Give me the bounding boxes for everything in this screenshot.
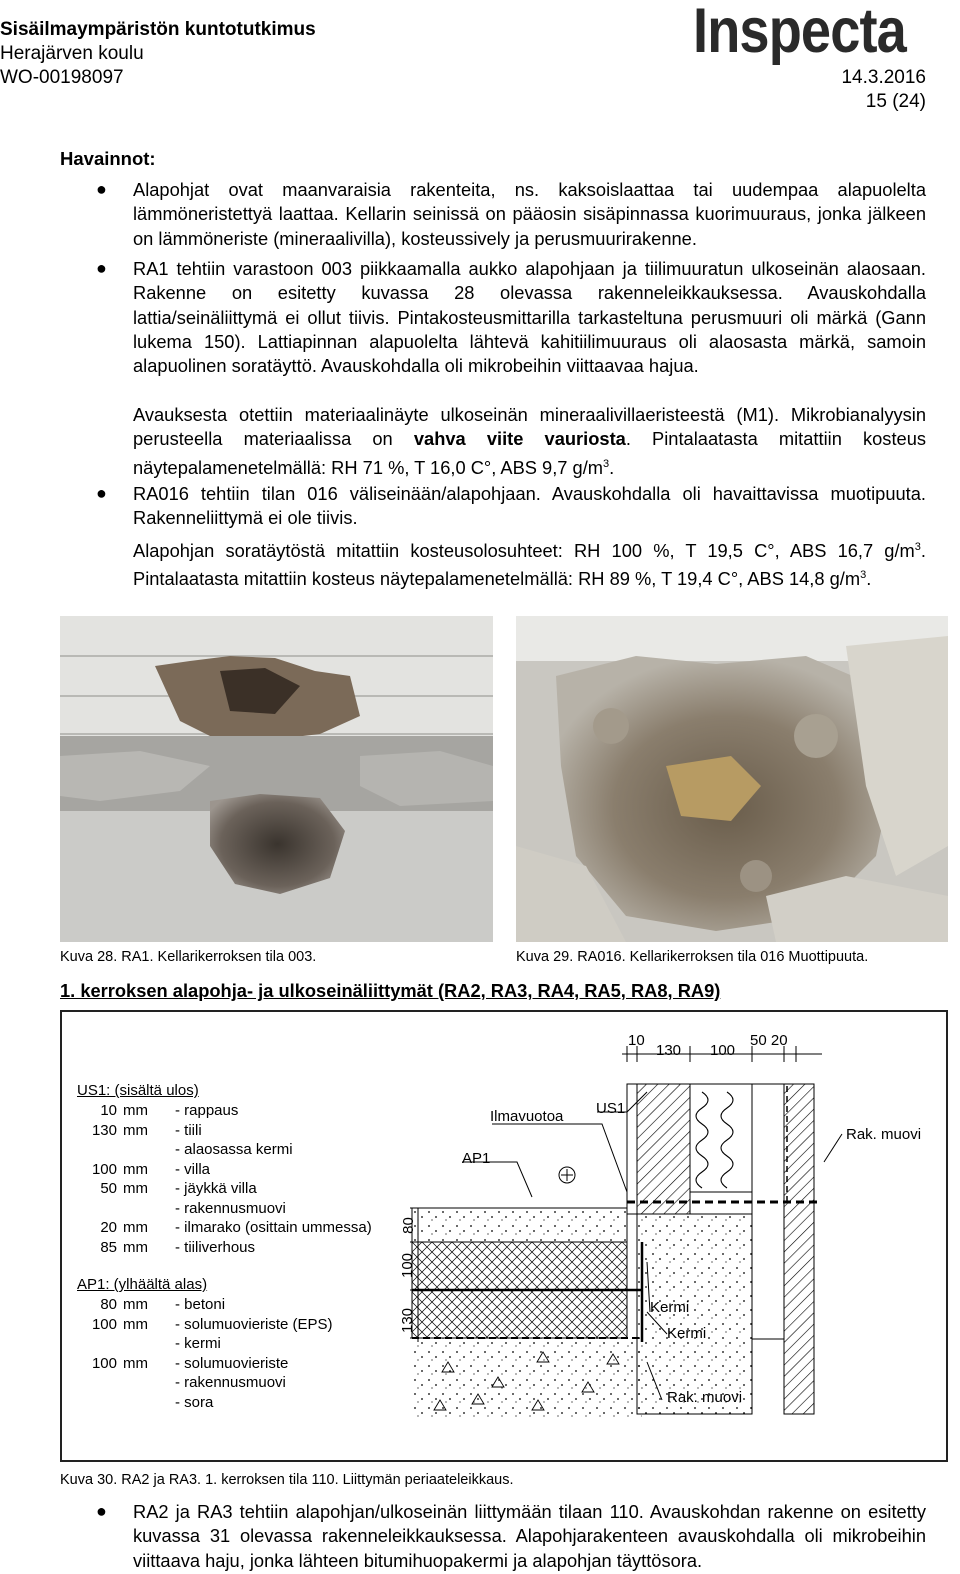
dim-130: 130	[656, 1042, 682, 1059]
label-kermi-2: Kermi	[667, 1325, 707, 1342]
bullet-dot: ●	[96, 483, 107, 503]
layer-thickness: 100	[91, 1315, 117, 1333]
layer-unit: mm	[123, 1121, 148, 1139]
dim-100: 100	[710, 1042, 736, 1059]
dim-100-side: 100	[399, 1252, 417, 1279]
report-subtitle: Herajärven koulu	[0, 43, 144, 64]
work-order-number: WO-00198097	[0, 67, 124, 88]
layer-thickness: 100	[91, 1354, 117, 1372]
dim-80: 80	[399, 1217, 417, 1234]
layer-description: - jäykkä villa	[175, 1180, 257, 1197]
photo-ra016-opening	[516, 616, 948, 942]
layer-unit	[117, 1335, 175, 1355]
structural-section-diagram	[60, 1010, 948, 1462]
layer-description: - solumuovieriste	[175, 1354, 289, 1372]
text-run: .	[609, 456, 615, 478]
observations-heading: Havainnot:	[60, 148, 156, 169]
bullet-dot: ●	[96, 1501, 107, 1521]
ap1-layer-list	[77, 1296, 397, 1413]
layer-row	[77, 1335, 397, 1355]
section-heading: 1. kerroksen alapohja- ja ulkoseinäliittymät (RA2, RA3, RA4, RA5, RA8, RA9)	[60, 980, 721, 1001]
observation-paragraph-2: RA1 tehtiin varastoon 003 piikkaamalla aukko alapohjaan ja tiilimuuratun ulkoseinän alaosaan. Rakenne on esitetty kuvassa 28 olevassa rakenneleikkauksessa. Avauskohdalla lattia/seinäliittymä ei ollut tiivis. Pintakosteusmittarilla tarkasteltuna perusmuuri oli märkä (Gann lukema 150). Lattiapinnan alapuolelta lähtevä kahitiilimuuraus oli alaosasta märkä, samoin alapuolinen soratäyttö. Avauskohdalla oli mikrobeihin viittaavaa hajua.	[133, 258, 926, 377]
layer-description: - solumuovieriste (EPS)	[175, 1315, 333, 1333]
layer-thickness: 100	[91, 1160, 117, 1178]
observation-paragraph-2b	[133, 403, 926, 480]
layer-unit: mm	[123, 1238, 148, 1256]
text-run: . Pintalaatasta mitattiin kosteus näytepalamenetelmällä: RH 71 %, T 16,0 C°, ABS 9,7 g/m	[133, 428, 927, 478]
layer-unit: mm	[123, 1102, 148, 1119]
layer-row	[77, 1180, 397, 1200]
superscript: 3	[603, 457, 610, 470]
layer-row	[77, 1355, 397, 1375]
layer-description: - rakennusmuovi	[175, 1199, 286, 1217]
layer-unit: mm	[123, 1180, 148, 1197]
label-rak-muovi-top: Rak. muovi	[846, 1126, 922, 1143]
observation-paragraph-3: RA016 tehtiin tilan 016 väliseinään/alapohjaan. Avauskohdalla oli havaittavissa muotipuuta. Rakenneliittymä ei ole tiivis.	[133, 483, 926, 529]
photo-caption-28: Kuva 28. RA1. Kellarikerroksen tila 003.	[60, 949, 317, 965]
layer-thickness: 80	[100, 1296, 117, 1313]
figure-caption-30: Kuva 30. RA2 ja RA3. 1. kerroksen tila 110. Liittymän periaateleikkaus.	[60, 1472, 514, 1488]
layer-description: - alaosassa kermi	[175, 1141, 293, 1158]
superscript: 3	[860, 569, 867, 582]
layer-description: - betoni	[175, 1296, 226, 1313]
layer-row	[77, 1141, 397, 1161]
observation-paragraph-3b	[133, 535, 926, 592]
text-run: .	[866, 568, 872, 590]
layer-row	[77, 1316, 397, 1336]
layer-description: - rakennusmuovi	[175, 1374, 286, 1391]
layer-thickness	[77, 1200, 117, 1220]
label-ilmavuotoa: Ilmavuotoa	[490, 1108, 564, 1125]
layer-row	[77, 1219, 397, 1239]
layer-description: - ilmarako (osittain ummessa)	[175, 1219, 372, 1236]
layer-unit	[117, 1200, 175, 1220]
layer-thickness: 10	[100, 1102, 117, 1119]
dim-10: 10	[628, 1032, 645, 1049]
text-run: Alapohjan soratäytöstä mitattiin kosteusolosuhteet: RH 100 %, T 19,5 C°, ABS 16,7 g/m	[133, 540, 915, 562]
text-run-bold: vahva viite vauriosta	[413, 428, 626, 450]
layer-row	[77, 1296, 397, 1316]
layer-description: - rappaus	[175, 1102, 239, 1119]
layer-thickness: 85	[100, 1238, 117, 1256]
layer-thickness: 130	[91, 1121, 117, 1139]
inspecta-logo: Inspecta	[693, 0, 906, 66]
layer-row	[77, 1102, 397, 1122]
layer-unit: mm	[123, 1354, 148, 1372]
report-date: 14.3.2016	[841, 67, 926, 88]
us1-title: US1: (sisältä ulos)	[77, 1082, 199, 1099]
text-run: Avauksesta otettiin materiaalinäyte ulkoseinän mineraalivillaeristeestä (M1). Mikrobianalyysin perusteella materiaalissa on	[133, 404, 926, 450]
label-rak-muovi-bottom: Rak. muovi	[667, 1389, 743, 1406]
dim-50-20: 50 20	[750, 1032, 788, 1049]
layer-unit: mm	[123, 1219, 148, 1236]
bottom-paragraph: RA2 ja RA3 tehtiin alapohjan/ulkoseinän liittymään tilaan 110. Avauskohdan rakenne on esitetty kuvassa 31 olevassa rakenneleikkauksessa. Alapohjarakenteen avauskohdalla oli mikrobeihin viittaava haju, jonka lähteen bitumihuopakermi ja alapohjan täyttösora.	[133, 1501, 926, 1571]
photo-ra1-opening	[60, 616, 493, 942]
label-us1: US1	[596, 1100, 626, 1117]
layer-description: - sora	[175, 1393, 214, 1411]
layer-row	[77, 1239, 397, 1259]
report-title: Sisäilmaympäristön kuntotutkimus	[0, 19, 316, 40]
dim-130-side: 130	[399, 1307, 417, 1334]
text-run: . Pintalaatasta mitattiin kosteus näytepalamenetelmällä: RH 89 %, T 19,4 C°, ABS 14,8 g/m	[133, 540, 926, 590]
layer-unit	[117, 1374, 175, 1394]
layer-thickness	[77, 1374, 117, 1394]
layer-unit: mm	[123, 1160, 148, 1178]
label-kermi-1: Kermi	[650, 1299, 690, 1316]
layer-description: - villa	[175, 1160, 211, 1178]
bullet-dot: ●	[96, 179, 107, 199]
layer-row	[77, 1374, 397, 1394]
label-ap1: AP1	[462, 1150, 491, 1167]
layer-unit	[117, 1394, 175, 1414]
layer-thickness: 50	[100, 1180, 117, 1197]
layer-row	[77, 1200, 397, 1220]
page-number: 15 (24)	[865, 91, 926, 112]
ap1-title: AP1: (ylhäältä alas)	[77, 1276, 208, 1293]
layer-unit: mm	[123, 1315, 148, 1333]
layer-description: - kermi	[175, 1335, 221, 1352]
bullet-dot: ●	[96, 258, 107, 278]
layer-row	[77, 1394, 397, 1414]
layer-thickness	[77, 1141, 117, 1161]
layer-description: - tiiliverhous	[175, 1238, 256, 1256]
observation-paragraph-1: Alapohjat ovat maanvaraisia rakenteita, ns. kaksoislaattaa tai uudempaa alapuolelta lämmöneristettyä laattaa. Kellarin seinissä on pääosin sisäpinnassa kuorimuuraus, jonka jälkeen on lämmöneriste (mineraalivilla), kosteussively ja perusmuurirakenne.	[133, 179, 926, 249]
layer-unit	[117, 1141, 175, 1161]
layer-thickness	[77, 1394, 117, 1414]
layer-thickness: 20	[100, 1219, 117, 1236]
layer-row	[77, 1122, 397, 1142]
us1-layer-list	[77, 1102, 397, 1258]
photo-caption-29: Kuva 29. RA016. Kellarikerroksen tila 016 Muottipuuta.	[516, 949, 869, 965]
layer-description: - tiili	[175, 1121, 202, 1139]
layer-row	[77, 1161, 397, 1181]
layer-thickness	[77, 1335, 117, 1355]
superscript: 3	[914, 541, 921, 553]
layer-unit: mm	[123, 1296, 148, 1313]
